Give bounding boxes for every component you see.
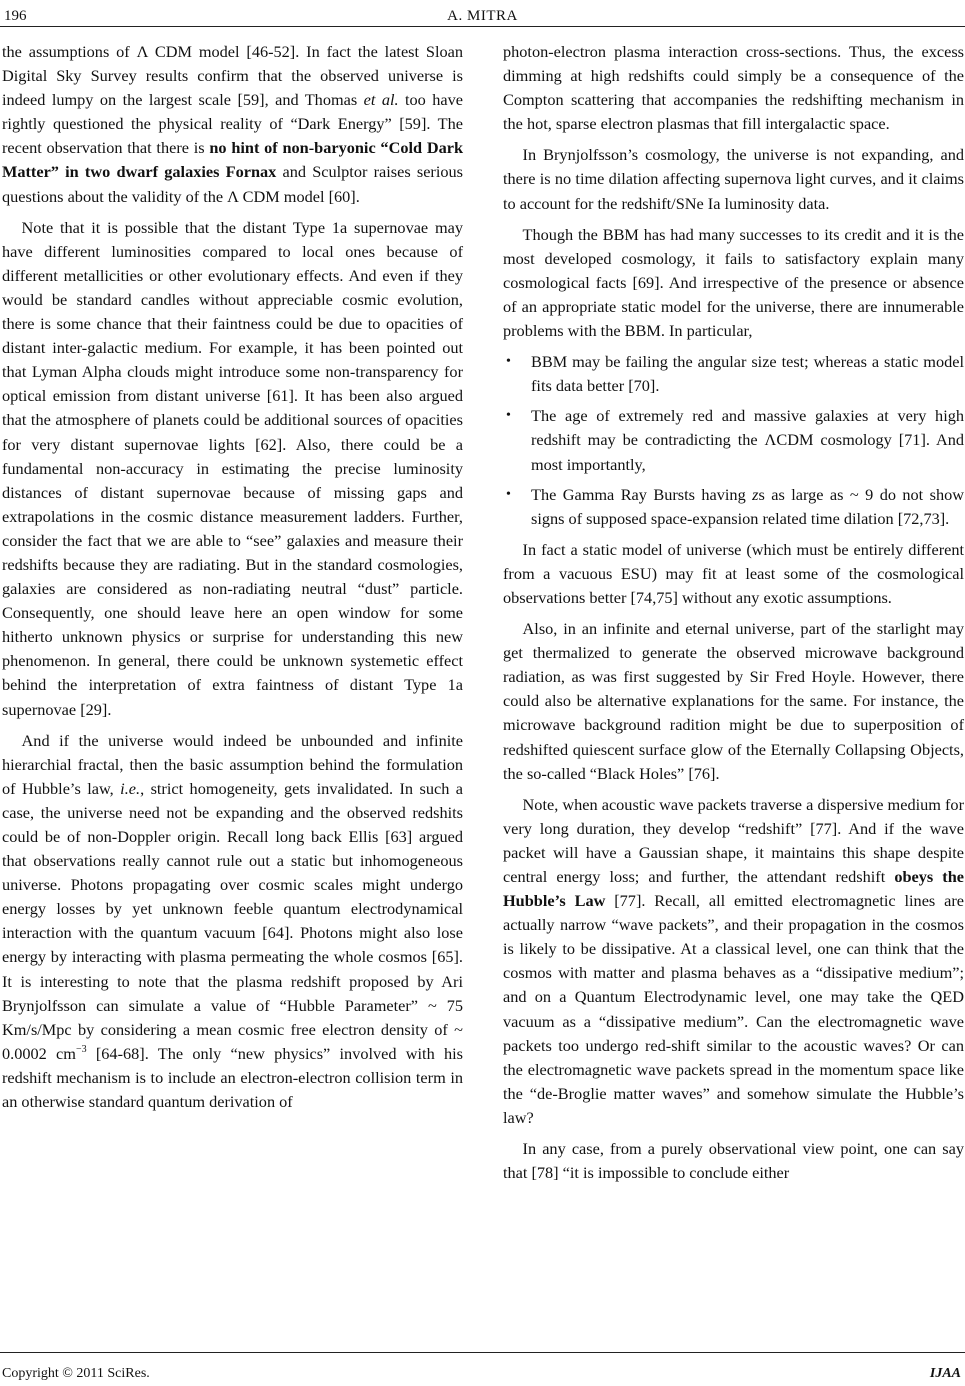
right-paragraph-2: In Brynjolfsson’s cosmology, the universe is not expanding, and there is no time dilation affecting supernova light curves, and it claims to account for the redshift/SNe Ia luminosity data. — [503, 145, 964, 213]
text-run: and Sculptor raises serious questions about the validity of the Λ CDM model [60]. — [2, 162, 463, 206]
bullet-text: The Gamma Ray Bursts having — [531, 484, 753, 504]
left-column — [2, 40, 463, 1114]
left-paragraph-2: Note that it is possible that the distant Type 1a supernovae may have different luminosities compared to local ones because of different metallicities or other evolutionary effects. And even if they would be standard candles without appreciable cosmic evolution, there is some chance that their faintness could be due to opacities of distant inter-galactic medium. For example, it has been pointed out that Lyman Alpha clouds might introduce some non-transparency for optical emission from distant universe [61]. It has been also argued that the atmosphere of planets could be additional sources of opacities for very distant supernovae lights [62]. Also, there could be a fundamental non-accuracy in estimating the precise luminosity distances of distant supernovae because of missing gaps and extrapolations in the cosmic distance measurement ladders. Further, consider the fact that we are able to “see” galaxies and measure their redshifts because they are radiating. But in the standard cosmologies, galaxies are considered as non-radiating neutral “dust” particle. Consequently, one should leave here an open window for some hitherto unknown physics or surprise for understanding this new phenomenon. In general, there could be unknown systemetic effect behind the interpretation of extra faintness of distant Type 1a supernovae [29]. — [2, 217, 463, 719]
bold-text: no hint of non-baryonic “Cold Dark Matter” in two dwarf galaxies Fornax — [2, 138, 463, 182]
superscript: −3 — [75, 1043, 87, 1055]
header-rule — [0, 26, 965, 27]
bullet-icon: • — [506, 354, 511, 370]
right-paragraph-7: In any case, from a purely observational view point, one can say that [78] “it is impossible to conclude either — [503, 1139, 964, 1183]
text-run: too have rightly questioned the physical reality of “Dark Energy” [59]. The recent observation that there is — [2, 90, 463, 158]
italic-text: i.e. — [120, 778, 141, 798]
left-paragraph-1 — [2, 40, 463, 209]
text-run: the assumptions of Λ CDM model [46-52]. In fact the latest Sloan Digital Sky Survey results confirm that the observed universe is indeed lumpy on the largest scale [59], and Thomas — [2, 42, 463, 110]
text-run: And if the universe would indeed be unbounded and infinite hierarchial fractal, then the basic assumption behind the formulation of Hubble’s law, — [2, 730, 463, 798]
right-paragraph-5: Also, in an infinite and eternal universe, part of the starlight may get thermalized to generate the observed microwave background radiation, as was first suggested by Sir Fred Hoyle. However, there could also be alternative explanations for the same. For instance, the microwave background radition might be due to superposition of redshifted quiescent surface glow of the Eternally Collapsing Objects, the so-called “Black Holes” [76]. — [503, 619, 964, 783]
left-paragraph-3 — [2, 729, 463, 1115]
bullet-text: BBM may be failing the angular size test; whereas a static model fits data better [70]. — [531, 352, 964, 396]
bullet-list — [503, 350, 964, 531]
journal-name: IJAA — [929, 1366, 961, 1381]
text-run: Note, when acoustic wave packets traverse a dispersive medium for very long duration, they develop “redshift” [77]. And if the wave packet will have a Gaussian shape, it maintains this shape despite central energy loss; and further, the attendant redshift — [503, 794, 964, 886]
bullet-text: The age of extremely red and massive galaxies at very high redshift may be contradicting the ΛCDM cosmology [71]. And most importantly, — [531, 406, 964, 474]
right-paragraph-3: Though the BBM has had many successes to its credit and it is the most developed cosmology, it fails to satisfactory explain many cosmological facts [69]. And irrespective of the presence or absence of an appropriate static model for the universe, there are innumerable problems with the BBM. In particular, — [503, 224, 964, 341]
bullet-item — [503, 350, 964, 398]
running-head: A. MITRA — [447, 8, 518, 24]
bullet-icon: • — [506, 408, 511, 424]
italic-text: z — [752, 484, 759, 504]
italic-text: et al. — [363, 90, 399, 110]
page-header — [0, 6, 965, 28]
bullet-item — [503, 404, 964, 476]
bullet-text: s as large as ~ 9 do not show signs of supposed space-expansion related time dilation [72,73]. — [531, 484, 964, 528]
bullet-icon: • — [506, 486, 511, 502]
footer-rule — [0, 1352, 965, 1353]
copyright: Copyright © 2011 SciRes. — [2, 1366, 150, 1381]
right-paragraph-6 — [503, 793, 964, 1130]
bold-text: obeys the Hubble’s Law — [503, 867, 965, 911]
text-run: [64-68]. The only “new physics” involved with his redshift mechanism is to include an electron-electron collision term in an otherwise standard quantum derivation of — [2, 1043, 463, 1112]
page-footer — [0, 1366, 965, 1384]
right-paragraph-4: In fact a static model of universe (which must be entirely different from a vacuous ESU) may fit at least some of the cosmological observations better [74,75] without any exotic assumptions. — [503, 539, 964, 607]
right-paragraph-1: photon-electron plasma interaction cross-sections. Thus, the excess dimming at high redshifts could simply be a consequence of the Compton scattering that accompanies the redshifting mechanism in the hot, sparse electron plasmas that fill intergalactic space. — [503, 42, 964, 134]
bullet-item — [503, 483, 964, 531]
text-run: , strict homogeneity, gets invalidated. In such a case, the universe need not be expanding and the observed redshits could be of non-Doppler origin. Recall long back Ellis [63] argued that observations really cannot rule out a static but inhomogeneous universe. Photons propagating over cosmic scales might undergo energy losses by yet unknown feeble quantum electrodynamical interaction with the quantum vacuum [64]. Photons might also lose energy by interacting with plasma permeating the whole cosmos [65]. It is interesting to note that the plasma redshift proposed by Ari Brynjolfsson can simulate a value of “Hubble Parameter” ~ 75 Km/s/Mpc by considering a mean cosmic free electron density of ~ 0.0002 cm — [2, 778, 463, 1063]
text-run: [77]. Recall, all emitted electromagnetic lines are actually narrow “wave packets”, and their propagation in the cosmos is likely to be dissipative. At a classical level, one can think that the cosmos with matter and plasma behaves as a “dissipative medium”; and on a Quantum Electrodynamic level, one may take the QED vacuum as a “dissipative medium”. Can the electromagnetic wave packets too undergo red-shift similar to the acoustic waves? Or can the electromagnetic wave packets spread in the momentum space like the “de-Broglie matter waves” and somehow simulate the Hubble’s law? — [503, 891, 965, 1127]
page-number: 196 — [4, 8, 27, 24]
right-column — [503, 40, 964, 1185]
